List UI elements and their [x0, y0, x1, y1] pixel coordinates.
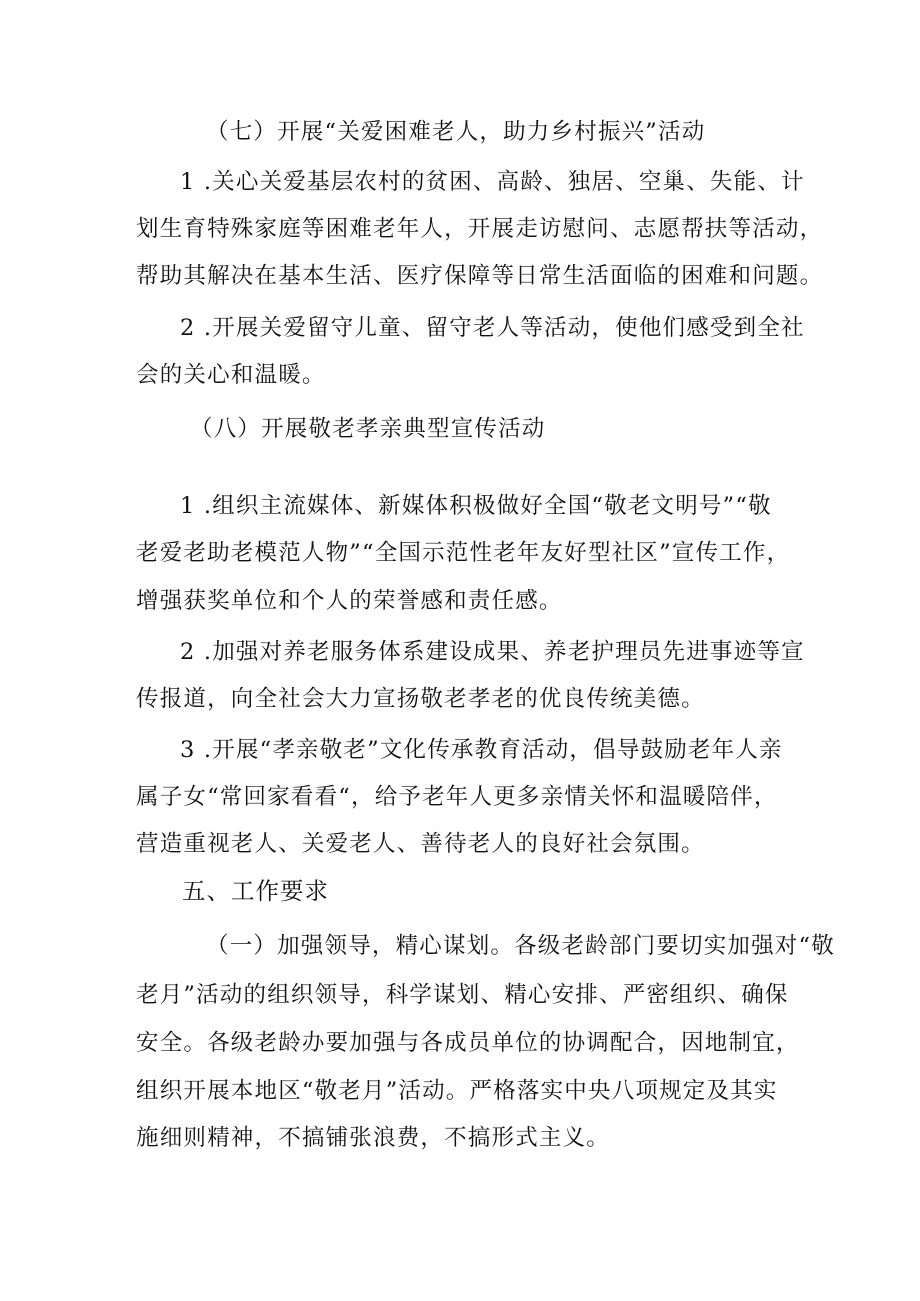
- section-8-item-1-line-2: 老爱老助老模范人物”“全国示范性老年友好型社区”宣传工作，: [136, 540, 791, 566]
- section-8-item-1-line-3: 增强获奖单位和个人的荣誉感和责任感。: [136, 588, 563, 614]
- section-8-heading: （八）开展敬老孝亲典型宣传活动: [190, 416, 546, 442]
- requirement-line-3: 安全。各级老龄办要加强与各成员单位的协调配合，因地制宜，: [136, 1030, 800, 1056]
- section-8-item-2-line-2: 传报道，向全社会大力宣扬敬老孝老的优良传统美德。: [136, 686, 705, 712]
- section-7-item-2-line-2: 会的关心和温暖。: [136, 362, 326, 388]
- requirement-line-2: 老月”活动的组织领导，科学谋划、精心安排、严密组织、确保: [136, 982, 789, 1008]
- section-7-item-2-line-1: 2 .开展关爱留守儿童、留守老人等活动，使他们感受到全社: [180, 315, 805, 341]
- section-7-item-1-line-3: 帮助其解决在基本生活、医疗保障等日常生活面临的困难和问题。: [136, 263, 824, 289]
- section-7-item-1-line-2: 划生育特殊家庭等困难老年人，开展走访慰问、志愿帮扶等活动，: [136, 216, 824, 242]
- section-7-heading: （七）开展“关爱困难老人，助力乡村振兴”活动: [206, 119, 706, 145]
- requirement-line-1: （一）加强领导，精心谋划。各级老龄部门要切实加强对“敬: [206, 933, 835, 959]
- section-8-item-3-line-1: 3 .开展“孝亲敬老”文化传承教育活动，倡导鼓励老年人亲: [180, 737, 783, 763]
- section-8-item-3-line-3: 营造重视老人、关爱老人、善待老人的良好社会氛围。: [136, 831, 705, 857]
- requirement-line-4: 组织开展本地区“敬老月”活动。严格落实中央八项规定及其实: [136, 1078, 778, 1104]
- section-8-item-2-line-1: 2 .加强对养老服务体系建设成果、养老护理员先进事迹等宣: [180, 639, 805, 665]
- section-8-item-3-line-2: 属子女“常回家看看“，给予老年人更多亲情关怀和温暖陪伴，: [136, 784, 778, 810]
- chapter-title: 五、工作要求: [182, 877, 329, 905]
- requirement-line-5: 施细则精神，不搞铺张浪费，不搞形式主义。: [136, 1125, 611, 1151]
- section-8-item-1-line-1: 1 .组织主流媒体、新媒体积极做好全国“敬老文明号”“敬: [180, 493, 772, 519]
- section-7-item-1-line-1: 1 .关心关爱基层农村的贫困、高龄、独居、空巢、失能、计: [180, 169, 805, 195]
